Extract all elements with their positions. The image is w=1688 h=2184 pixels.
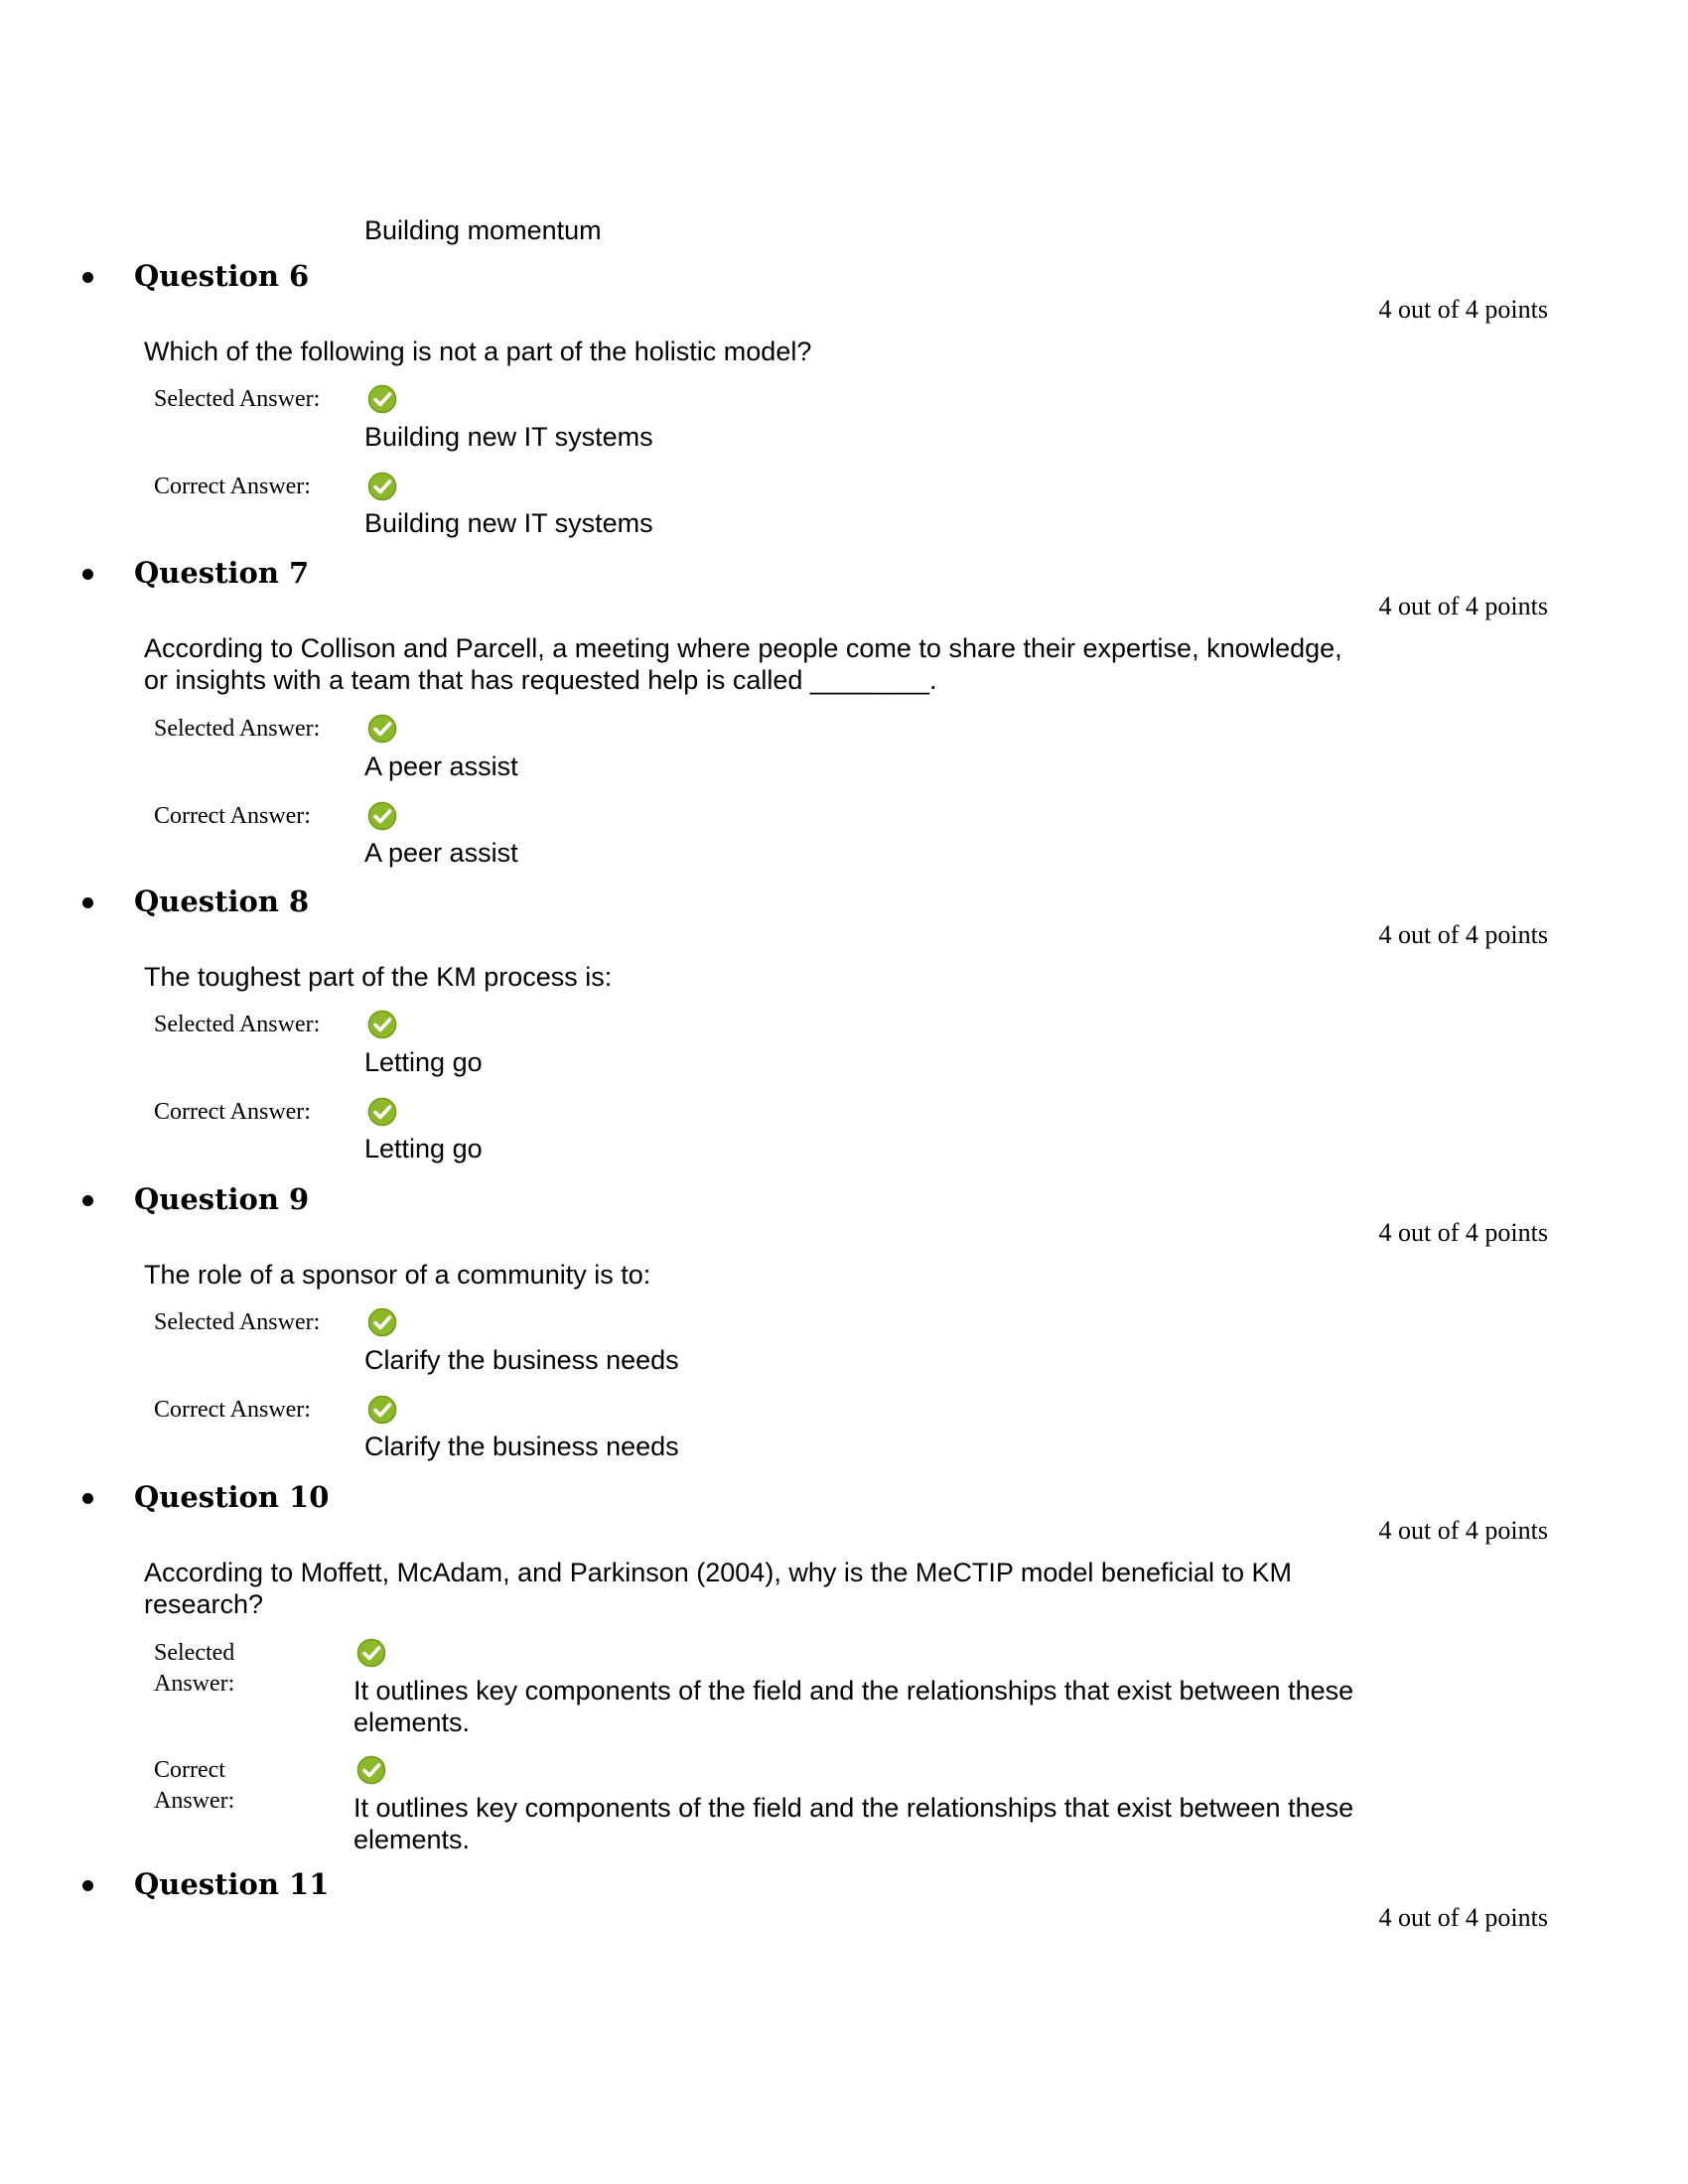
selected-answer-text: Letting go (364, 1047, 483, 1077)
question-title: Question 7 (134, 556, 310, 590)
correct-answer-text: Letting go (364, 1134, 483, 1163)
question-text: The toughest part of the KM process is: (144, 962, 613, 992)
question-text: Which of the following is not a part of the holistic model? (144, 337, 812, 366)
selected-answer-label-line: Answer: (154, 1671, 235, 1697)
selected-answer-text: Building new IT systems (364, 422, 653, 452)
check-circle-icon (367, 1395, 397, 1425)
correct-answer-text-line: elements. (353, 1825, 471, 1854)
question-points: 4 out of 4 points (1378, 1516, 1548, 1545)
question-text: The role of a sponsor of a community is to: (144, 1260, 651, 1290)
question-title: Question 8 (134, 885, 310, 918)
correct-answer-text-line: It outlines key components of the field and the relationships that exist between these (353, 1793, 1354, 1823)
selected-answer-text: A peer assist (364, 751, 518, 781)
correct-answer-label: Correct Answer: (154, 803, 311, 829)
correct-answer-label-line: Answer: (154, 1788, 235, 1814)
check-circle-icon (367, 384, 397, 414)
check-circle-icon (356, 1638, 386, 1668)
selected-answer-label: Selected Answer: (154, 386, 321, 412)
correct-answer-label: Correct Answer: (154, 474, 311, 499)
bullet (82, 1880, 93, 1891)
correct-answer-label: Correct Answer: (154, 1397, 311, 1423)
bullet (82, 569, 93, 580)
selected-answer-text-line: elements. (353, 1707, 471, 1737)
question-title: Question 9 (134, 1182, 310, 1216)
check-circle-icon (367, 1307, 397, 1337)
bullet (82, 1195, 93, 1206)
bullet (82, 1493, 93, 1504)
correct-answer-text: A peer assist (364, 838, 518, 868)
selected-answer-text: Clarify the business needs (364, 1345, 679, 1375)
check-circle-icon (367, 801, 397, 831)
question-points: 4 out of 4 points (1378, 1218, 1548, 1247)
check-circle-icon (367, 1097, 397, 1127)
carryover-answer: Building momentum (364, 215, 602, 245)
check-circle-icon (367, 1010, 397, 1039)
question-text-line: According to Collison and Parcell, a meeting where people come to share their expertise, knowledge, (144, 633, 1342, 663)
selected-answer-label-line: Selected (154, 1640, 235, 1666)
question-title: Question 6 (134, 259, 310, 293)
selected-answer-text-line: It outlines key components of the field and the relationships that exist between these (353, 1676, 1354, 1706)
bullet (82, 272, 93, 283)
question-text-line: According to Moffett, McAdam, and Parkinson (2004), why is the MeCTIP model beneficial to KM (144, 1558, 1293, 1587)
question-title: Question 11 (134, 1867, 330, 1901)
selected-answer-label: Selected Answer: (154, 1309, 321, 1335)
question-text-line: or insights with a team that has requested help is called ________. (144, 665, 937, 695)
bullet (82, 897, 93, 908)
check-circle-icon (367, 714, 397, 744)
question-points: 4 out of 4 points (1378, 1903, 1548, 1932)
question-points: 4 out of 4 points (1378, 592, 1548, 620)
selected-answer-label: Selected Answer: (154, 716, 321, 742)
correct-answer-text: Building new IT systems (364, 508, 653, 538)
check-circle-icon (367, 472, 397, 501)
correct-answer-label-line: Correct (154, 1757, 225, 1783)
question-text-line: research? (144, 1589, 264, 1619)
correct-answer-text: Clarify the business needs (364, 1432, 679, 1461)
correct-answer-label: Correct Answer: (154, 1099, 311, 1125)
selected-answer-label: Selected Answer: (154, 1012, 321, 1037)
question-title: Question 10 (134, 1480, 330, 1514)
question-points: 4 out of 4 points (1378, 295, 1548, 324)
check-circle-icon (356, 1755, 386, 1785)
question-points: 4 out of 4 points (1378, 920, 1548, 949)
